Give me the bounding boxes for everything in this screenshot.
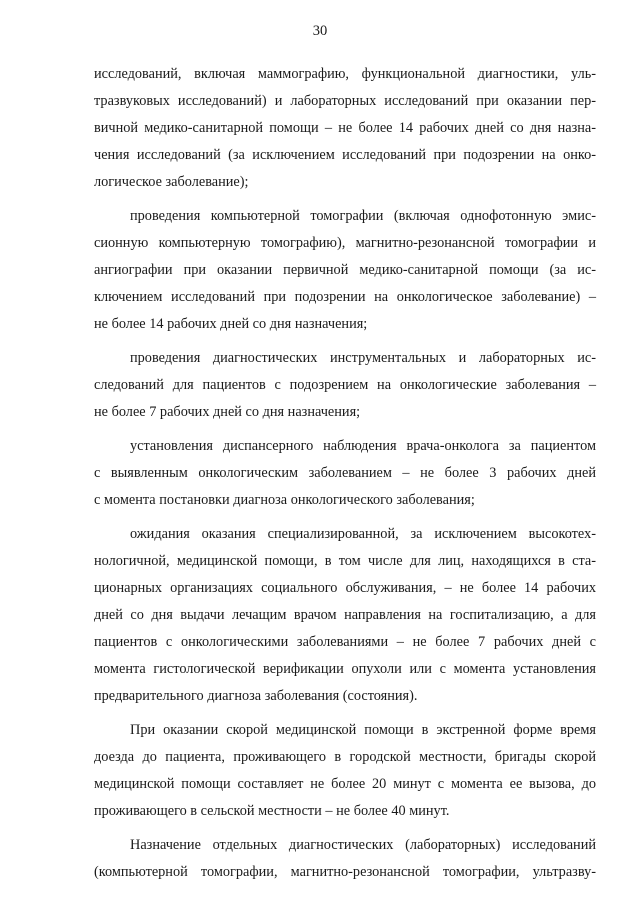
page-number: 30 (312, 23, 328, 39)
text-line: Назначение отдельных диагностических (лабораторных) исследований (130, 837, 596, 853)
text-line: проживающего в сельской местности – не более 40 минут. (94, 803, 450, 819)
text-line: нологичной, медицинской помощи, в том числе для лиц, находящихся в ста- (94, 553, 596, 569)
text-line: проведения компьютерной томографии (включая однофотонную эмис- (130, 208, 596, 224)
text-line: ангиографии при оказании первичной медико-санитарной помощи (за ис- (94, 262, 596, 278)
text-line: (компьютерной томографии, магнитно-резонансной томографии, ультразву- (94, 864, 596, 880)
text-line: не более 14 рабочих дней со дня назначения; (94, 316, 368, 332)
text-line: сионную компьютерную томографию), магнитно-резонансной томографии и (94, 235, 596, 251)
text-line: проведения диагностических инструментальных и лабораторных ис- (130, 350, 596, 366)
text-line: предварительного диагноза заболевания (состояния). (94, 688, 418, 704)
text-line: ожидания оказания специализированной, за исключением высокотех- (130, 526, 596, 542)
text-line: не более 7 рабочих дней со дня назначения; (94, 404, 361, 420)
text-line: ключением исследований при подозрении на онкологическое заболевание) – (94, 289, 596, 305)
text-line: с момента постановки диагноза онкологического заболевания; (94, 492, 475, 508)
text-line: вичной медико-санитарной помощи – не более 14 рабочих дней со дня назна- (94, 120, 596, 136)
text-line: логическое заболевание); (94, 174, 249, 190)
text-line: тразвуковых исследований) и лабораторных исследований при оказании пер- (94, 93, 596, 109)
text-line: исследований, включая маммографию, функциональной диагностики, уль- (94, 66, 596, 82)
text-line: При оказании скорой медицинской помощи в экстренной форме время (130, 722, 596, 738)
text-line: чения исследований (за исключением исследований при подозрении на онко- (94, 147, 596, 163)
text-line: с выявленным онкологическим заболеванием – не более 3 рабочих дней (94, 465, 596, 481)
text-line: пациентов с онкологическими заболеваниями – не более 7 рабочих дней с (94, 634, 596, 650)
text-line: доезда до пациента, проживающего в городской местности, бригады скорой (94, 749, 596, 765)
text-line: ционарных организациях социального обслуживания, – не более 14 рабочих (94, 580, 596, 596)
text-line: дней со дня выдачи лечащим врачом направления на госпитализацию, а для (94, 607, 596, 623)
text-line: следований для пациентов с подозрением на онкологические заболевания – (94, 377, 596, 393)
text-line: медицинской помощи составляет не более 20 минут с момента ее вызова, до (94, 776, 596, 792)
text-line: установления диспансерного наблюдения врача-онколога за пациентом (130, 438, 596, 454)
text-line: момента гистологической верификации опухоли или с момента установления (94, 661, 596, 677)
